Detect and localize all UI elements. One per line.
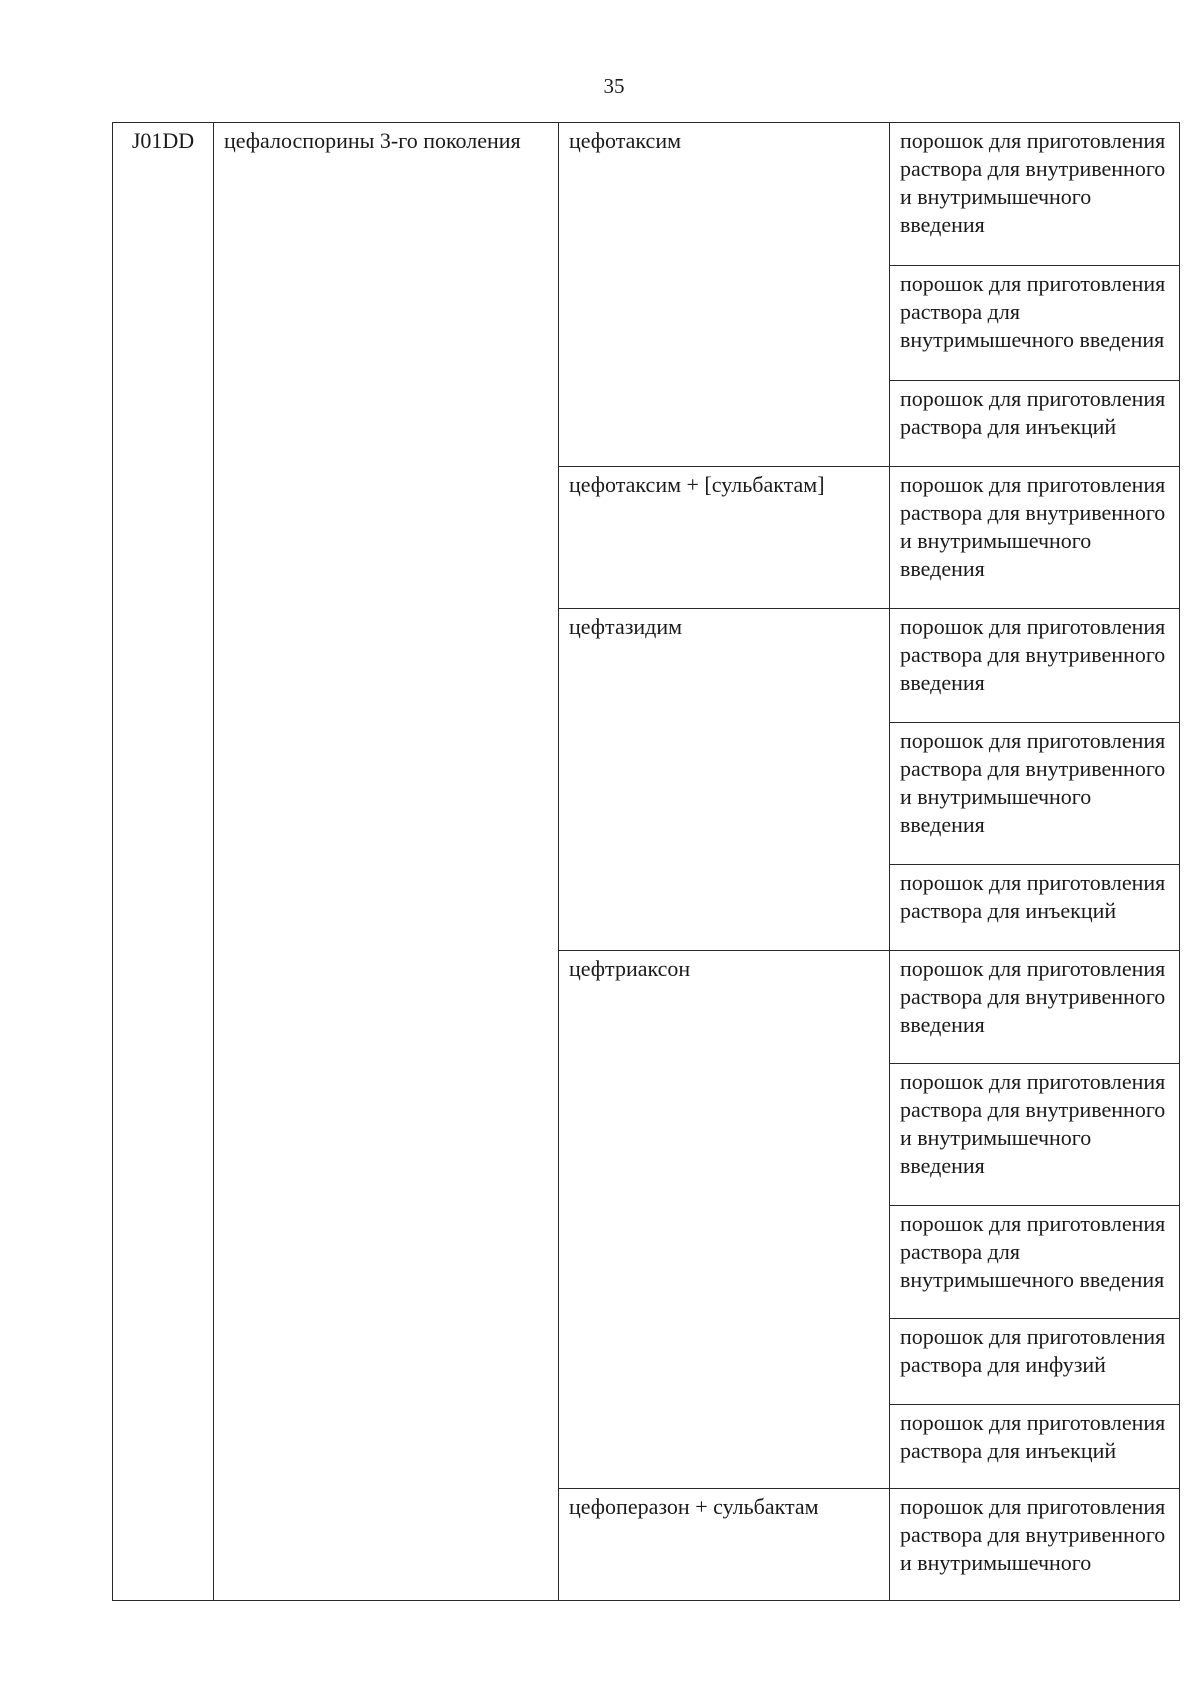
dosage-form-text: порошок для приготовления раствора для инъекций	[900, 1410, 1166, 1463]
dosage-form-text: порошок для приготовления раствора для инъекций	[900, 386, 1166, 439]
dosage-form-text: порошок для приготовления раствора для внутривенного и внутримышечного введения	[900, 128, 1166, 237]
drug-name-cell: цефтриаксон	[559, 951, 890, 1489]
dosage-form-text: порошок для приготовления раствора для внутривенного и внутримышечного введения	[900, 1069, 1166, 1178]
dosage-form-cell	[890, 381, 1180, 467]
dosage-form-cell	[890, 123, 1180, 266]
dosage-form-text: порошок для приготовления раствора для внутривенного и внутримышечного введения	[900, 728, 1166, 837]
dosage-form-cell	[890, 1489, 1180, 1601]
dosage-form-cell	[890, 467, 1180, 609]
dosage-form-cell	[890, 609, 1180, 723]
dosage-form-cell	[890, 266, 1180, 381]
dosage-form-text: порошок для приготовления раствора для внутривенного введения	[900, 614, 1166, 695]
dosage-form-cell	[890, 1206, 1180, 1319]
drug-table	[112, 122, 1180, 1601]
atc-code-cell: J01DD	[113, 123, 214, 1601]
dosage-form-cell	[890, 865, 1180, 951]
drug-name-cell: цефотаксим	[559, 123, 890, 467]
drug-name-cell: цефтазидим	[559, 609, 890, 951]
dosage-form-cell	[890, 1064, 1180, 1206]
drug-name-cell: цефотаксим + [сульбактам]	[559, 467, 890, 609]
dosage-form-text: порошок для приготовления раствора для внутривенного и внутримышечного	[900, 1494, 1166, 1575]
dosage-form-cell	[890, 1319, 1180, 1405]
dosage-form-text: порошок для приготовления раствора для внутривенного введения	[900, 956, 1166, 1037]
group-name-cell: цефалоспорины 3-го поколения	[214, 123, 559, 1601]
dosage-form-text: порошок для приготовления раствора для внутримышечного введения	[900, 271, 1166, 352]
page-number: 35	[603, 74, 625, 98]
dosage-form-cell	[890, 951, 1180, 1064]
dosage-form-text: порошок для приготовления раствора для инъекций	[900, 870, 1166, 923]
dosage-form-cell	[890, 723, 1180, 865]
drug-name-cell: цефоперазон + сульбактам	[559, 1489, 890, 1601]
dosage-form-text: порошок для приготовления раствора для инфузий	[900, 1324, 1166, 1377]
dosage-form-cell	[890, 1405, 1180, 1489]
dosage-form-text: порошок для приготовления раствора для внутривенного и внутримышечного введения	[900, 472, 1166, 581]
dosage-form-text: порошок для приготовления раствора для внутримышечного введения	[900, 1211, 1166, 1292]
